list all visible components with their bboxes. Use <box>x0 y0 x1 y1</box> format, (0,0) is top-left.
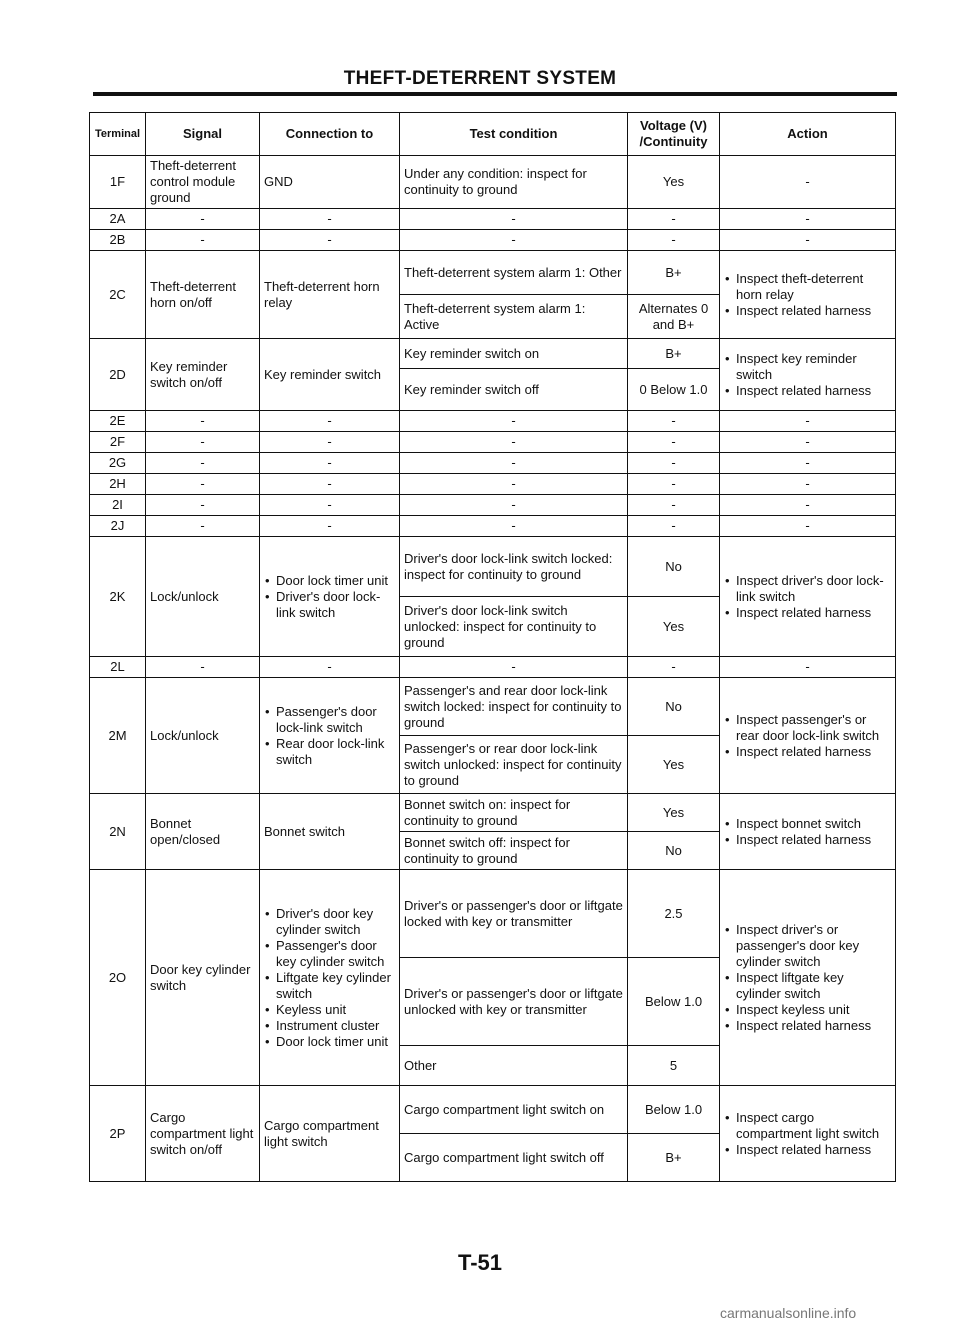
cell-test: Driver's or passenger's door or liftgate locked with key or transmitter <box>400 870 628 958</box>
cell-signal: Theft-deterrent control module ground <box>146 156 260 209</box>
cell-signal: Door key cylinder switch <box>146 870 260 1086</box>
cell-voltage: No <box>628 678 720 736</box>
cell-voltage: - <box>628 495 720 516</box>
action-item: • Inspect key reminder switch <box>736 351 891 383</box>
cell-test: - <box>400 516 628 537</box>
cell-test: Driver's or passenger's door or liftgate unlocked with key or transmitter <box>400 958 628 1046</box>
cell-test: Cargo compartment light switch on <box>400 1086 628 1134</box>
cell-test: Driver's door lock-link switch locked: inspect for continuity to ground <box>400 537 628 597</box>
cell-action: - <box>720 474 896 495</box>
table-row <box>90 453 896 474</box>
action-item: • Inspect liftgate key cylinder switch <box>736 970 891 1002</box>
cell-connection: - <box>260 453 400 474</box>
cell-terminal: 2G <box>90 453 146 474</box>
cell-action <box>720 339 896 411</box>
cell-connection: Bonnet switch <box>260 794 400 870</box>
action-item: • Inspect cargo compartment light switch <box>736 1110 891 1142</box>
cell-voltage: Yes <box>628 736 720 794</box>
table-row <box>90 870 896 958</box>
title-rule <box>93 92 897 96</box>
connection-item: • Driver's door lock-link switch <box>276 589 395 621</box>
cell-voltage: No <box>628 537 720 597</box>
cell-connection <box>260 678 400 794</box>
table-row <box>90 339 896 369</box>
cell-terminal: 2K <box>90 537 146 657</box>
cell-voltage: - <box>628 411 720 432</box>
cell-terminal: 1F <box>90 156 146 209</box>
cell-terminal: 2J <box>90 516 146 537</box>
action-item: • Inspect related harness <box>736 832 891 848</box>
cell-signal: - <box>146 209 260 230</box>
action-item: • Inspect related harness <box>736 303 891 319</box>
header-test-condition: Test condition <box>400 113 628 156</box>
cell-voltage: Yes <box>628 597 720 657</box>
cell-terminal: 2E <box>90 411 146 432</box>
cell-test: Passenger's or rear door lock-link switch unlocked: inspect for continuity to ground <box>400 736 628 794</box>
cell-voltage: No <box>628 832 720 870</box>
cell-test: Other <box>400 1046 628 1086</box>
connection-item: • Driver's door key cylinder switch <box>276 906 395 938</box>
cell-voltage: 5 <box>628 1046 720 1086</box>
watermark-text: carmanualsonline.info <box>720 1305 857 1321</box>
cell-voltage: 0 Below 1.0 <box>628 369 720 411</box>
connection-item: • Instrument cluster <box>276 1018 395 1034</box>
cell-test: Key reminder switch off <box>400 369 628 411</box>
cell-signal: - <box>146 657 260 678</box>
action-item: • Inspect related harness <box>736 1018 891 1034</box>
cell-connection: - <box>260 516 400 537</box>
cell-terminal: 2B <box>90 230 146 251</box>
cell-connection <box>260 537 400 657</box>
cell-voltage: Below 1.0 <box>628 958 720 1046</box>
header-action: Action <box>720 113 896 156</box>
table-row <box>90 516 896 537</box>
cell-voltage: - <box>628 230 720 251</box>
cell-connection: GND <box>260 156 400 209</box>
cell-voltage: Yes <box>628 156 720 209</box>
cell-terminal: 2H <box>90 474 146 495</box>
cell-test: Theft-deterrent system alarm 1: Other <box>400 251 628 295</box>
cell-connection: - <box>260 495 400 516</box>
cell-terminal: 2A <box>90 209 146 230</box>
cell-action <box>720 794 896 870</box>
cell-signal: Cargo compartment light switch on/off <box>146 1086 260 1182</box>
cell-terminal: 2M <box>90 678 146 794</box>
cell-terminal: 2I <box>90 495 146 516</box>
cell-action <box>720 1086 896 1182</box>
cell-terminal: 2O <box>90 870 146 1086</box>
cell-action <box>720 678 896 794</box>
table-row <box>90 432 896 453</box>
table-row <box>90 537 896 597</box>
cell-test: - <box>400 495 628 516</box>
cell-voltage: - <box>628 516 720 537</box>
header-terminal: Terminal <box>90 113 146 156</box>
cell-test: Theft-deterrent system alarm 1: Active <box>400 295 628 339</box>
cell-terminal: 2N <box>90 794 146 870</box>
header-connection: Connection to <box>260 113 400 156</box>
cell-test: Key reminder switch on <box>400 339 628 369</box>
cell-terminal: 2D <box>90 339 146 411</box>
cell-action: - <box>720 516 896 537</box>
cell-voltage: 2.5 <box>628 870 720 958</box>
cell-voltage: Yes <box>628 794 720 832</box>
connection-item: • Liftgate key cylinder switch <box>276 970 395 1002</box>
action-item: • Inspect related harness <box>736 383 891 399</box>
table-header-row <box>90 113 896 156</box>
cell-voltage: - <box>628 474 720 495</box>
cell-test: Bonnet switch on: inspect for continuity to ground <box>400 794 628 832</box>
cell-voltage: - <box>628 657 720 678</box>
cell-signal: Theft-deterrent horn on/off <box>146 251 260 339</box>
cell-connection <box>260 870 400 1086</box>
cell-signal: - <box>146 453 260 474</box>
cell-test: - <box>400 411 628 432</box>
terminal-table-wrap <box>89 112 895 1182</box>
cell-test: - <box>400 453 628 474</box>
cell-test: - <box>400 230 628 251</box>
connection-item: • Passenger's door key cylinder switch <box>276 938 395 970</box>
action-item: • Inspect related harness <box>736 605 891 621</box>
cell-test: - <box>400 209 628 230</box>
table-row <box>90 678 896 736</box>
cell-signal: - <box>146 495 260 516</box>
cell-signal: Lock/unlock <box>146 678 260 794</box>
cell-connection: Cargo compartment light switch <box>260 1086 400 1182</box>
cell-signal: - <box>146 516 260 537</box>
cell-action: - <box>720 495 896 516</box>
cell-action: - <box>720 432 896 453</box>
cell-action: - <box>720 453 896 474</box>
cell-test: Passenger's and rear door lock-link switch locked: inspect for continuity to ground <box>400 678 628 736</box>
cell-voltage: - <box>628 432 720 453</box>
table-row <box>90 474 896 495</box>
table-row <box>90 209 896 230</box>
action-item: • Inspect passenger's or rear door lock-link switch <box>736 712 891 744</box>
table-row <box>90 1086 896 1134</box>
cell-voltage: - <box>628 453 720 474</box>
cell-signal: Lock/unlock <box>146 537 260 657</box>
cell-test: - <box>400 474 628 495</box>
header-voltage: Voltage (V) /Continuity <box>628 113 720 156</box>
cell-terminal: 2P <box>90 1086 146 1182</box>
action-item: • Inspect theft-deterrent horn relay <box>736 271 891 303</box>
cell-action: - <box>720 230 896 251</box>
table-row <box>90 411 896 432</box>
connection-item: • Rear door lock-link switch <box>276 736 395 768</box>
cell-signal: - <box>146 230 260 251</box>
cell-test: - <box>400 432 628 453</box>
cell-terminal: 2C <box>90 251 146 339</box>
table-row <box>90 657 896 678</box>
cell-connection: Theft-deterrent horn relay <box>260 251 400 339</box>
cell-voltage: B+ <box>628 251 720 295</box>
cell-signal: - <box>146 474 260 495</box>
terminal-table <box>89 112 896 1182</box>
cell-connection: - <box>260 230 400 251</box>
cell-connection: Key reminder switch <box>260 339 400 411</box>
cell-signal: - <box>146 432 260 453</box>
connection-item: • Door lock timer unit <box>276 1034 395 1050</box>
action-item: • Inspect driver's or passenger's door key cylinder switch <box>736 922 891 970</box>
cell-signal: - <box>146 411 260 432</box>
cell-action: - <box>720 156 896 209</box>
action-item: • Inspect related harness <box>736 1142 891 1158</box>
table-row <box>90 156 896 209</box>
cell-test: Cargo compartment light switch off <box>400 1134 628 1182</box>
cell-action <box>720 870 896 1086</box>
header-signal: Signal <box>146 113 260 156</box>
cell-action: - <box>720 657 896 678</box>
table-row <box>90 230 896 251</box>
cell-connection: - <box>260 411 400 432</box>
action-item: • Inspect bonnet switch <box>736 816 891 832</box>
cell-connection: - <box>260 657 400 678</box>
cell-signal: Key reminder switch on/off <box>146 339 260 411</box>
cell-action: - <box>720 209 896 230</box>
table-row <box>90 794 896 832</box>
cell-voltage: - <box>628 209 720 230</box>
cell-test: Under any condition: inspect for continuity to ground <box>400 156 628 209</box>
cell-voltage: B+ <box>628 339 720 369</box>
cell-action <box>720 251 896 339</box>
cell-connection: - <box>260 432 400 453</box>
action-item: • Inspect keyless unit <box>736 1002 891 1018</box>
cell-connection: - <box>260 209 400 230</box>
cell-voltage: Below 1.0 <box>628 1086 720 1134</box>
cell-test: Driver's door lock-link switch unlocked: inspect for continuity to ground <box>400 597 628 657</box>
cell-signal: Bonnet open/closed <box>146 794 260 870</box>
cell-voltage: Alternates 0 and B+ <box>628 295 720 339</box>
page-title: THEFT-DETERRENT SYSTEM <box>343 68 617 89</box>
table-row <box>90 495 896 516</box>
cell-action: - <box>720 411 896 432</box>
action-item: • Inspect related harness <box>736 744 891 760</box>
cell-test: Bonnet switch off: inspect for continuity to ground <box>400 832 628 870</box>
connection-item: • Passenger's door lock-link switch <box>276 704 395 736</box>
cell-voltage: B+ <box>628 1134 720 1182</box>
table-row <box>90 251 896 295</box>
cell-connection: - <box>260 474 400 495</box>
connection-item: • Keyless unit <box>276 1002 395 1018</box>
cell-action <box>720 537 896 657</box>
cell-test: - <box>400 657 628 678</box>
cell-terminal: 2L <box>90 657 146 678</box>
connection-item: • Door lock timer unit <box>276 573 395 589</box>
action-item: • Inspect driver's door lock-link switch <box>736 573 891 605</box>
cell-terminal: 2F <box>90 432 146 453</box>
page-number: T-51 <box>457 1250 503 1275</box>
